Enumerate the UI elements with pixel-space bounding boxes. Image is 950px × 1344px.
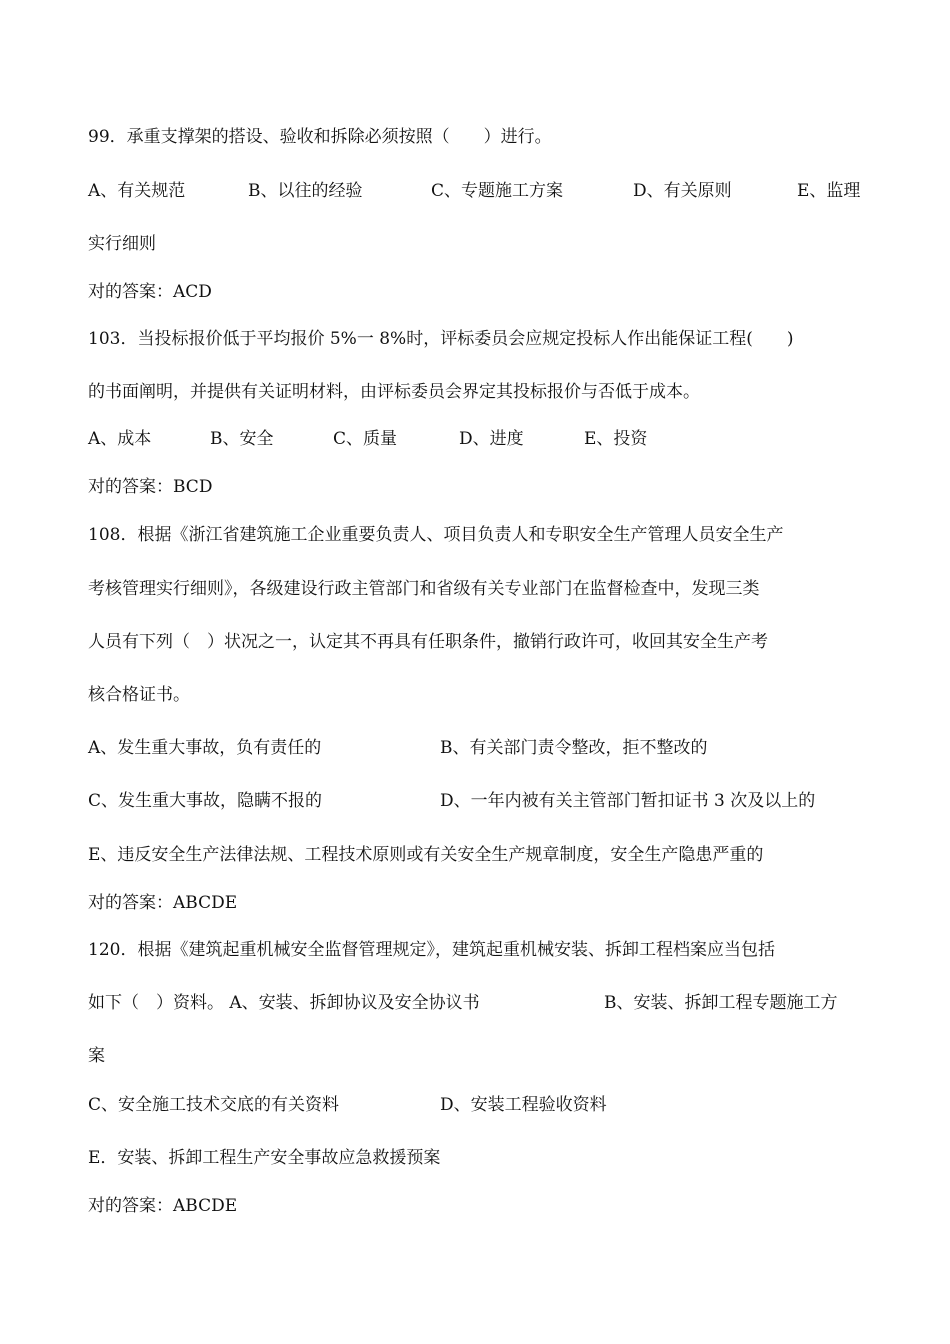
- option-e: E、监理: [797, 181, 861, 201]
- option-c: C、安全施工技术交底的有关资料: [88, 1095, 340, 1115]
- question-120-options-row-3: [88, 1094, 688, 1116]
- question-120-options-row-1: [88, 992, 868, 1014]
- option-e: E．安装、拆卸工程生产安全事故应急救援预案: [88, 1148, 441, 1168]
- question-text: 108．根据《浙江省建筑施工企业重要负责人、项目负责人和专职安全生产管理人员安全生产: [88, 525, 784, 545]
- option-b-continued: 案: [88, 1046, 105, 1066]
- option-c: C、质量: [333, 429, 398, 449]
- question-text: 人员有下列（ ）状况之一，认定其不再具有任职条件，撤销行政许可，收回其安全生产考: [88, 632, 768, 652]
- question-text: 核合格证书。: [88, 685, 190, 705]
- option-c: C、专题施工方案: [431, 181, 564, 201]
- option-d: D、安装工程验收资料: [440, 1095, 607, 1115]
- option-b: B、安装、拆卸工程专题施工方: [604, 993, 838, 1013]
- option-e: E、投资: [584, 429, 648, 449]
- question-text: 考核管理实行细则》，各级建设行政主管部门和省级有关专业部门在监督检查中，发现三类: [88, 579, 760, 599]
- answer-text: 对的答案：ABCDE: [88, 1196, 238, 1216]
- question-103-options-row-1: [88, 428, 688, 450]
- option-c: C、发生重大事故，隐瞒不报的: [88, 791, 323, 811]
- option-d: D、一年内被有关主管部门暂扣证书 3 次及以上的: [440, 791, 816, 811]
- option-d: D、有关原则: [633, 181, 732, 201]
- option-d: D、进度: [459, 429, 524, 449]
- question-text: 的书面阐明，并提供有关证明材料，由评标委员会界定其投标报价与否低于成本。: [88, 382, 700, 402]
- option-e-continued: 实行细则: [88, 234, 156, 254]
- option-e: E、违反安全生产法律法规、工程技术原则或有关安全生产规章制度，安全生产隐患严重的: [88, 845, 764, 865]
- question-99-options-row-1: [88, 180, 868, 202]
- option-b: B、以往的经验: [248, 181, 363, 201]
- option-a: A、有关规范: [88, 181, 186, 201]
- answer-text: 对的答案：BCD: [88, 477, 213, 497]
- option-b: B、安全: [210, 429, 274, 449]
- question-108-options-row-2: [88, 790, 858, 812]
- option-b: B、有关部门责令整改，拒不整改的: [440, 738, 708, 758]
- answer-text: 对的答案：ABCDE: [88, 893, 238, 913]
- question-text: 103．当投标报价低于平均报价 5%一 8%时，评标委员会应规定投标人作出能保证工程( ): [88, 329, 794, 349]
- option-a: A、发生重大事故，负有责任的: [88, 738, 322, 758]
- option-a: 如下（ ）资料。 A、安装、拆卸协议及安全协议书: [88, 993, 480, 1013]
- question-text: 99．承重支撑架的搭设、验收和拆除必须按照（ ）进行。: [88, 127, 552, 147]
- question-text: 120．根据《建筑起重机械安全监督管理规定》，建筑起重机械安装、拆卸工程档案应当包括: [88, 940, 775, 960]
- option-a: A、成本: [88, 429, 152, 449]
- question-108-options-row-1: [88, 737, 788, 759]
- answer-text: 对的答案：ACD: [88, 282, 212, 302]
